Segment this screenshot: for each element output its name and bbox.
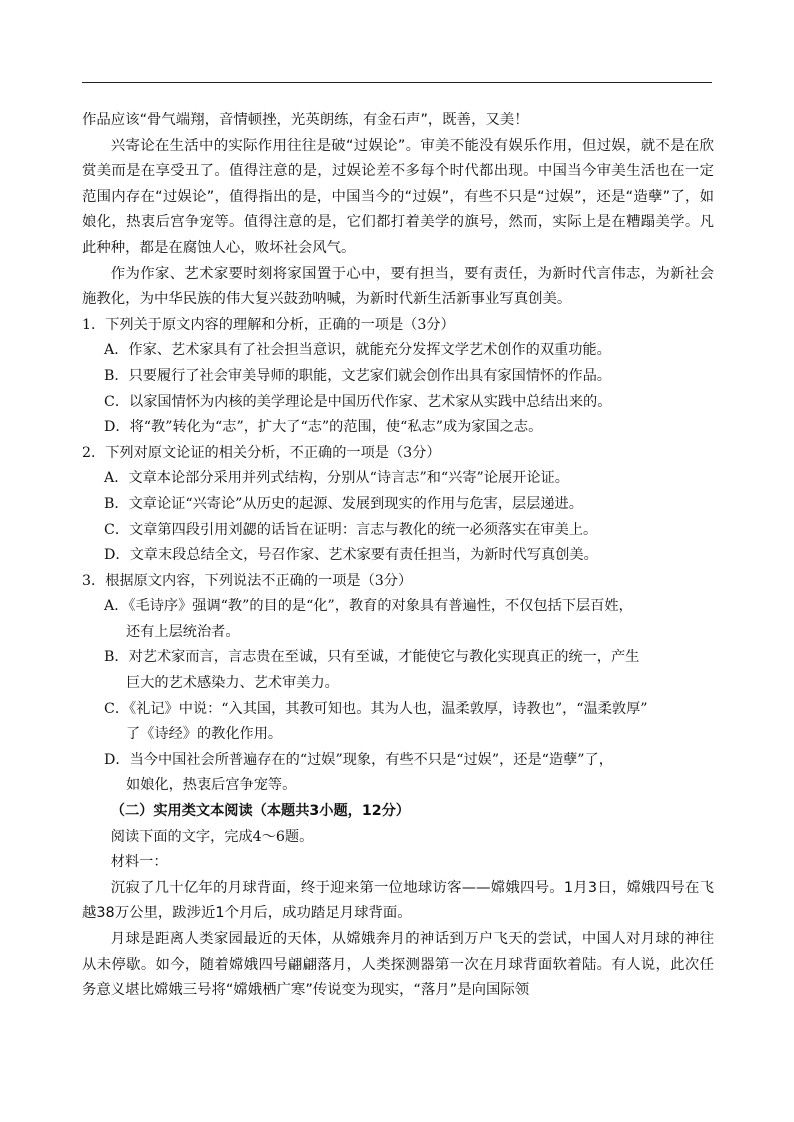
passage-paragraph-0: 作品应该“骨气端翔，音情顿挫，光英朗练，有金石声”，既善，又美！: [82, 112, 529, 128]
option-line-1: B．对艺术家而言，言志贵在至诚，只有至诚，才能使它与教化实现真正的统一，产生: [104, 649, 640, 666]
option-a[interactable]: A．作家、艺术家具有了社会担当意识，就能充分发挥文学艺术创作的双重功能。: [104, 342, 611, 359]
question-2: [82, 441, 714, 569]
option-line-1: D．当今中国社会所普遍存在的“过娱”现象，有些不只是“过娱”，还是“造孽”了，: [104, 751, 613, 768]
option-line-2: 如娘化，热衷后宫争宠等。: [126, 777, 297, 794]
material-paragraph-2: 月球是距离人类家园最近的天体，从嫦娥奔月的神话到万户飞天的尝试，中国人对月球的神往从未停歇。如今，随着嫦娥四号翩翩落月，人类探测器第一次在月球背面软着陆。有人说，此次任务意义堪比嫦娥三号将“嫦娥栖广寒”传说变为现实，“落月”是向国际领: [82, 931, 714, 999]
passage-paragraph-2: 作为作家、艺术家要时刻将家国置于心中，要有担当，要有责任，为新时代言伟志，为新社会施教化，为中华民族的伟大复兴鼓劲呐喊，为新时代新生活新事业写真创美。: [82, 265, 714, 308]
option-line-1: A．《毛诗序》强调“教”的目的是“化”，教育的对象具有普遍性，不仅包括下层百姓，: [104, 598, 633, 615]
page-content: [82, 108, 714, 1004]
material-label: 材料一：: [110, 854, 168, 871]
question-3: [82, 569, 714, 799]
section-heading: （二）实用类文本阅读（本题共3小题，12分）: [110, 803, 410, 820]
option-d[interactable]: D．文章末段总结全文，号召作家、艺术家要有责任担当，为新时代写真创美。: [104, 547, 598, 564]
question-stem: 1．下列关于原文内容的理解和分析，正确的一项是（3分）: [82, 316, 455, 333]
option-b[interactable]: [82, 645, 714, 696]
option-a[interactable]: [82, 594, 714, 645]
passage-paragraph-1: 兴寄论在生活中的实际作用往往是破“过娱论”。审美不能没有娱乐作用，但过娱，就不是在欣赏美而是在享受丑了。值得注意的是，过娱论差不多每个时代都出现。中国当今审美生活也在一定范围内存在“过娱论”，值得指出的是，中国当今的“过娱”，有些不只是“过娱”，还是“造孽”了，如娘化，热衷后宫争宠等。值得注意的是，它们都打着美学的旗号，然而，实际上是在糟蹋美学。凡此种种，都是在腐蚀人心，败坏社会风气。: [82, 137, 714, 256]
question-stem: 3．根据原文内容，下列说法不正确的一项是（3分）: [82, 572, 413, 589]
question-stem: 2．下列对原文论证的相关分析，不正确的一项是（3分）: [82, 444, 441, 461]
option-b[interactable]: B．只要履行了社会审美导师的职能，文艺家们就会创作出具有家国情怀的作品。: [104, 367, 611, 384]
option-c[interactable]: [82, 697, 714, 748]
option-d[interactable]: D．将“教”转化为“志”，扩大了“志”的范围，使“私志”成为家国之志。: [104, 419, 543, 436]
option-line-2: 还有上层统治者。: [126, 623, 240, 640]
option-d[interactable]: [82, 748, 714, 799]
option-line-2: 巨大的艺术感染力、艺术审美力。: [126, 675, 339, 692]
material-paragraph-1: 沉寂了几十亿年的月球背面，终于迎来第一位地球访客——嫦娥四号。1月3日，嫦娥四号在飞越38万公里，跋涉近1个月后，成功踏足月球背面。: [82, 879, 714, 922]
option-line-1: C．《礼记》中说：“入其国，其教可知也。其为人也，温柔敦厚，诗教也”，“温柔敦厚”: [104, 700, 648, 717]
option-line-2: 了《诗经》的教化作用。: [126, 726, 283, 743]
option-c[interactable]: C．文章第四段引用刘勰的话旨在证明：言志与教化的统一必须落实在审美上。: [104, 521, 598, 538]
option-a[interactable]: A．文章本论部分采用并列式结构，分别从“诗言志”和“兴寄”论展开论证。: [104, 470, 569, 487]
header-rule: [82, 82, 712, 83]
option-b[interactable]: B．文章论证“兴寄论”从历史的起源、发展到现实的作用与危害，层层递进。: [104, 495, 583, 512]
question-1: [82, 313, 714, 441]
option-c[interactable]: C．以家国情怀为内核的美学理论是中国历代作家、艺术家从实践中总结出来的。: [104, 393, 612, 410]
section-instruction: 阅读下面的文字，完成4～6题。: [110, 828, 314, 845]
